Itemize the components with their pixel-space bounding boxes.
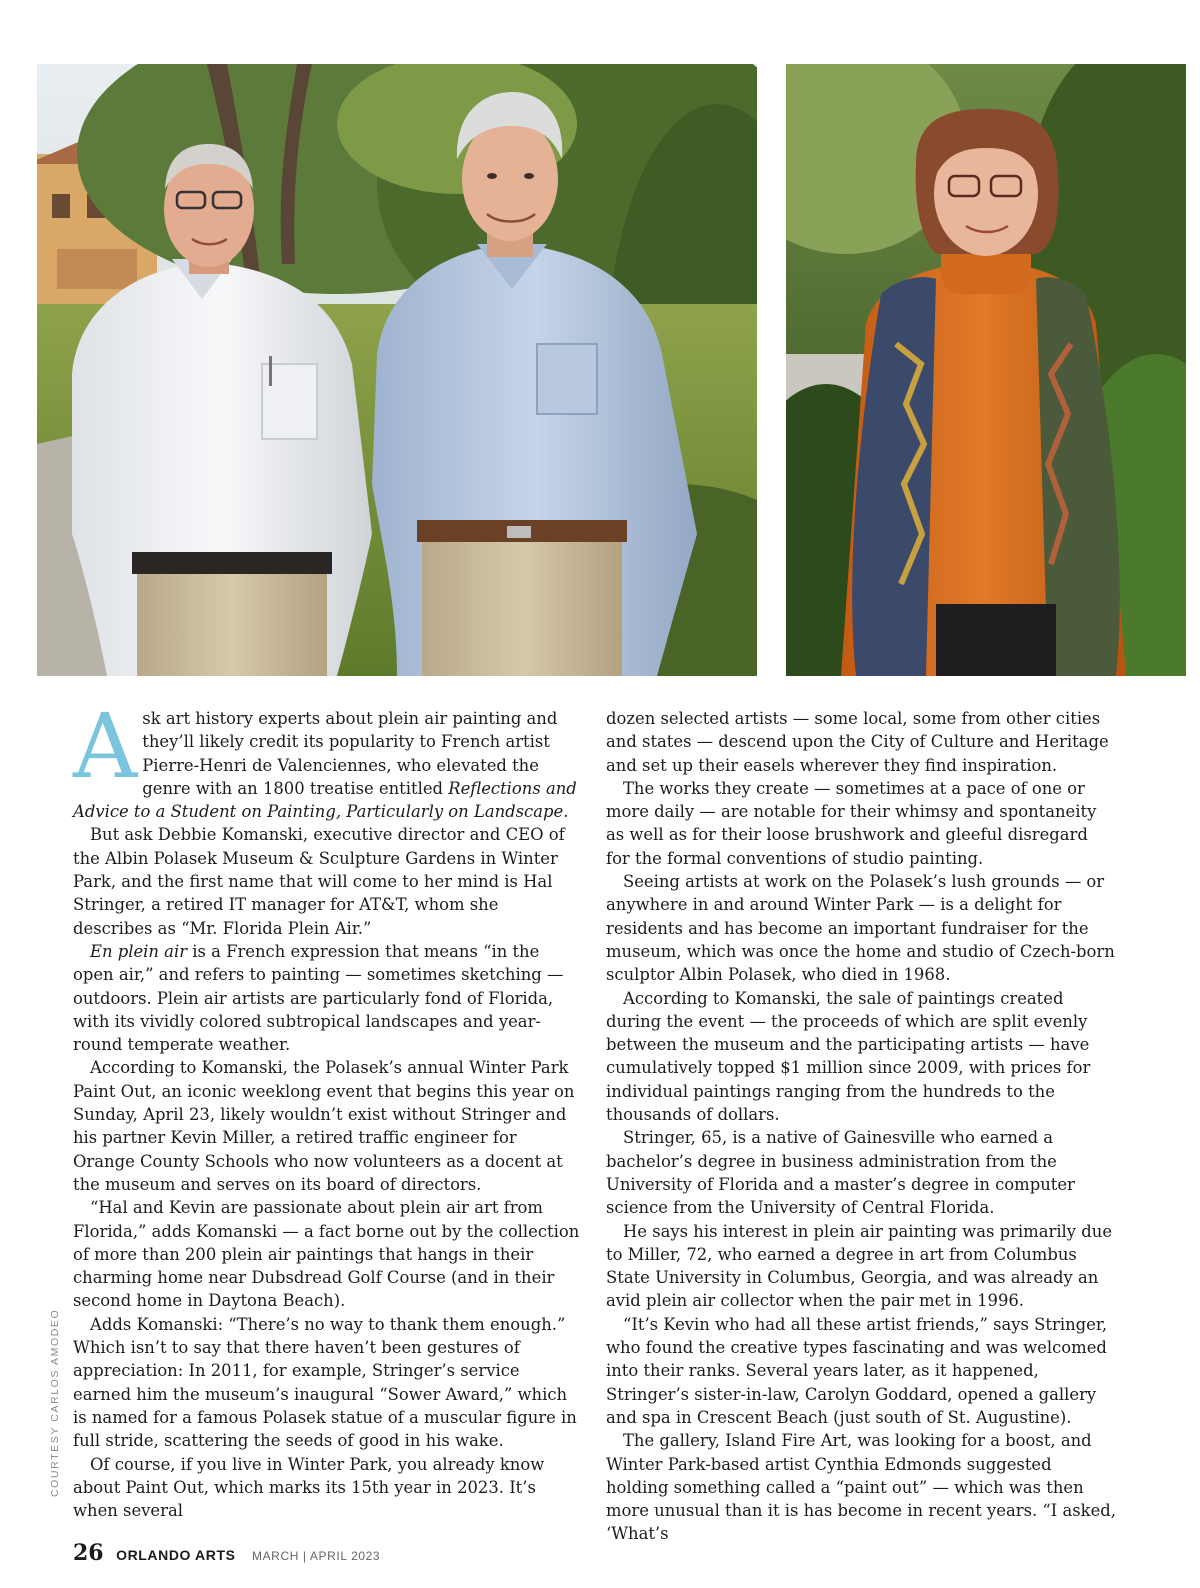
- page-number: 26: [73, 1540, 104, 1566]
- paragraph-continued: dozen selected artists — some local, some from other cities and states — descend upon the City of Culture and Heritage and set up their easels wherever they find inspiration.: [606, 709, 1109, 775]
- paragraph: But ask Debbie Komanski, executive director and CEO of the Albin Polasek Museum & Sculpture Gardens in Winter Park, and the first name that will come to her mind is Hal Stringer, a retired IT manager for AT&T, whom she describes as “Mr. Florida Plein Air.”: [73, 825, 565, 938]
- paragraph: Of course, if you live in Winter Park, you already know about Paint Out, which marks its 15th year in 2023. It’s when several: [73, 1454, 545, 1521]
- drop-cap: A: [73, 694, 138, 798]
- issue-date: MARCH | APRIL 2023: [251, 1549, 381, 1563]
- paragraph: The gallery, Island Fire Art, was looking for a boost, and Winter Park-based artist Cynthia Edmonds suggested holding something called a “paint out” — which was then more unusual than it is has become in recent years. “I asked, ‘What’s: [606, 1431, 1116, 1544]
- paragraph: Stringer, 65, is a native of Gainesville who earned a bachelor’s degree in business administration from the University of Florida and a master’s degree in computer science from the University of Central Florida.: [606, 1128, 1075, 1218]
- paragraph: According to Komanski, the Polasek’s annual Winter Park Paint Out, an iconic weeklong event that begins this year on Sunday, April 23, likely wouldn’t exist without Stringer and his partner Kevin Miller, a retired traffic engineer for Orange County Schools who now volunteers as a docent at the museum and serves on its board of directors.: [73, 1058, 575, 1194]
- paragraph: “Hal and Kevin are passionate about plein air art from Florida,” adds Komanski — a fact borne out by the collection of more than 200 plein air paintings that hangs in their charming home near Dubsdread Golf Course (and in their second home in Daytona Beach).: [73, 1198, 580, 1311]
- photo-two-men: [37, 64, 757, 676]
- page-footer: [73, 1540, 380, 1566]
- photo-credit: COURTESY CARLOS AMODEO: [49, 1308, 61, 1497]
- article-column-right: [606, 707, 1116, 1546]
- paragraph: Seeing artists at work on the Polasek’s lush grounds — or anywhere in and around Winter Park — is a delight for residents and has become an important fundraiser for the museum, which was once the home and studio of Czech-born sculptor Albin Polasek, who died in 1968.: [606, 872, 1115, 985]
- paragraph: According to Komanski, the sale of paintings created during the event — the proceeds of which are split evenly between the museum and the participating artists — have cumulatively topped $1 million since 2009, with prices for individual paintings ranging from the hundreds to the thousands of dollars.: [606, 988, 1091, 1125]
- paragraph: En plein air is a French expression that means “in the open air,” and refers to painting — sometimes sketching — outdoors. Plein air artists are particularly fond of Florida, with its vividly colored subtropical landscapes and year-round temperate weather.: [73, 941, 564, 1055]
- paragraph: He says his interest in plein air painting was primarily due to Miller, 72, who earned a degree in art from Columbus State University in Columbus, Georgia, and was already an avid plein air collector when the pair met in 1996.: [606, 1221, 1113, 1311]
- article-column-left: [73, 694, 580, 1522]
- paragraph: “It’s Kevin who had all these artist friends,” says Stringer, who found the creative types fascinating and was welcomed into their ranks. Several years later, as it happened, Stringer’s sister-in-law, Carolyn Goddard, opened a gallery and spa in Crescent Beach (just south of St. Augustine).: [606, 1314, 1108, 1427]
- magazine-name: ORLANDO ARTS: [116, 1547, 236, 1563]
- photo-woman: [786, 64, 1186, 676]
- book-title: Reflections and Advice to a Student on Painting, Particularly on Landscape: [73, 778, 577, 822]
- paragraph-intro: Ask art history experts about plein air painting and they’ll likely credit its popularity to French artist Pierre-Henri de Valenciennes, who elevated the genre with an 1800 treatise entitled Reflections and Advice to a Student on Painting, Particularly on Landscape.: [73, 694, 577, 822]
- photo-two-men-in-garden-icon: [37, 64, 757, 676]
- photo-woman-in-orange-sweater-icon: [786, 64, 1186, 676]
- paragraph: The works they create — sometimes at a pace of one or more daily — are notable for their whimsy and spontaneity as well as for their loose brushwork and gleeful disregard for the formal conventions of studio painting.: [606, 778, 1097, 868]
- paragraph: Adds Komanski: “There’s no way to thank them enough.” Which isn’t to say that there haven’t been gestures of appreciation: In 2011, for example, Stringer’s service earned him the museum’s inaugural “Sower Award,” which is named for a famous Polasek statue of a muscular figure in full stride, scattering the seeds of good in his wake.: [73, 1314, 577, 1451]
